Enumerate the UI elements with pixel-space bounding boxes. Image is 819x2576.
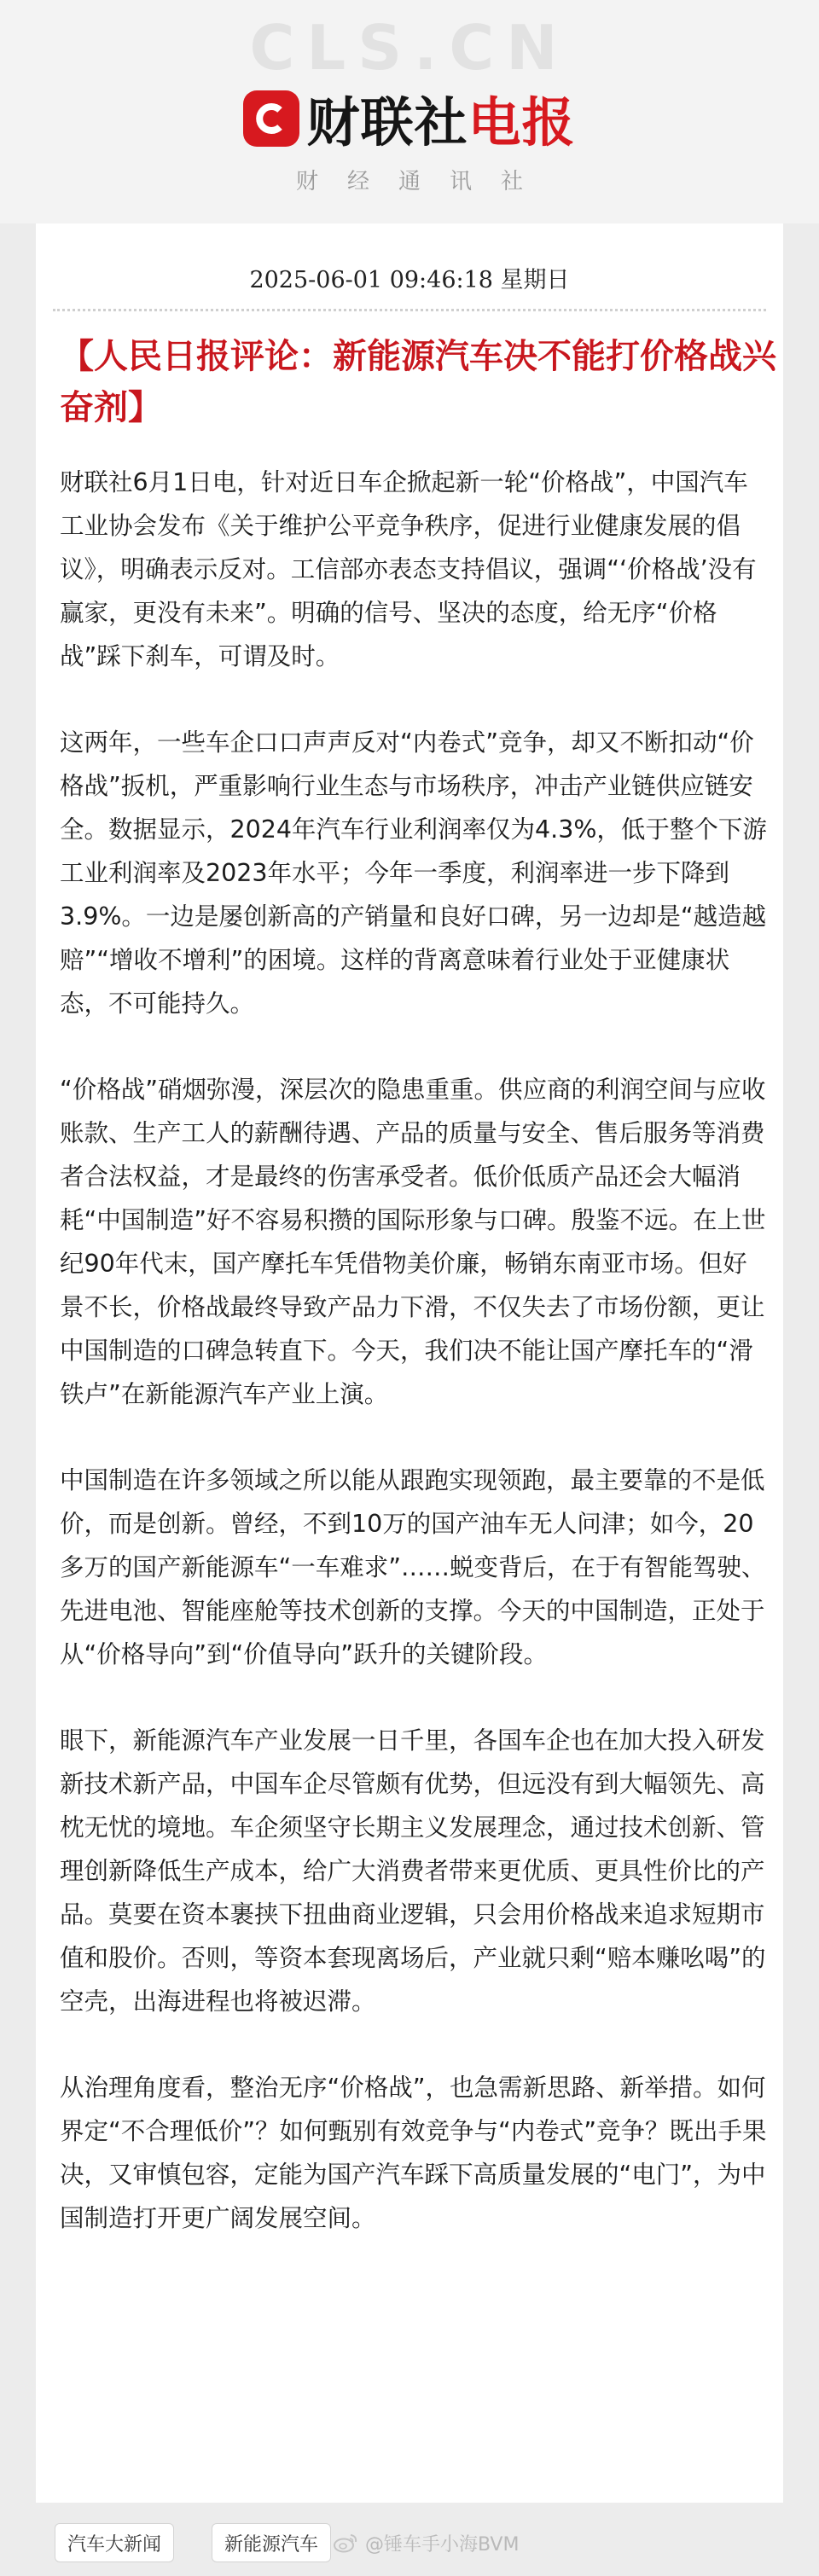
logo-name-main: 财联社 bbox=[306, 91, 468, 154]
logo bbox=[0, 80, 819, 156]
logo-name bbox=[306, 80, 575, 156]
c-logo-icon bbox=[243, 90, 299, 147]
author-credit bbox=[333, 2528, 519, 2557]
publish-date: 2025-06-01 09:46:18 星期日 bbox=[249, 267, 570, 293]
header bbox=[0, 0, 819, 223]
headline: 【人民日报评论：新能源汽车决不能打价格战兴奋剂】 bbox=[60, 336, 776, 427]
divider bbox=[53, 309, 766, 311]
credit-text: @锤车手小海BVM bbox=[365, 2533, 520, 2556]
paragraph-1: 财联社6月1日电，针对近日车企掀起新一轮“价格战”，中国汽车工业协会发布《关于维护公平竞争秩序，促进行业健康发展的倡议》，明确表示反对。工信部亦表态支持倡议，强调“‘价格战’没有赢家，更没有未来”。明确的信号、坚决的态度，给无序“价格战”踩下刹车，可谓及时。 bbox=[60, 468, 757, 670]
tagline: 财经通讯社 bbox=[295, 169, 552, 194]
paragraph-5: 眼下，新能源汽车产业发展一日千里，各国车企也在加大投入研发新技术新产品，中国车企尽管颇有优势，但远没有到大幅领先、高枕无忧的境地。车企须坚守长期主义发展理念，通过技术创新、管理创新降低生产成本，给广大消费者带来更优质、更具性价比的产品。莫要在资本裹挟下扭曲商业逻辑，只会用价格战来追求短期市值和股价。否则，等资本套现离场后，产业就只剩“赔本赚吆喝”的空壳，出海进程也将被迟滞。 bbox=[60, 1726, 766, 2016]
article-card bbox=[36, 223, 783, 2503]
tag-auto-news[interactable]: 汽车大新闻 bbox=[55, 2523, 174, 2562]
paragraph-2: 这两年，一些车企口口声声反对“内卷式”竞争，却又不断扣动“价格战”扳机，严重影响行业生态与市场秩序，冲击产业链供应链安全。数据显示，2024年汽车行业利润率仅为4.3%，低于整个下游工业利润率及2023年水平；今年一季度，利润率进一步下降到3.9%。一边是屡创新高的产销量和良好口碑，另一边却是“越造越赔”“增收不增利”的困境。这样的背离意味着行业处于亚健康状态，不可能持久。 bbox=[60, 728, 767, 1018]
footer bbox=[0, 2503, 819, 2576]
tag-new-energy[interactable]: 新能源汽车 bbox=[212, 2523, 331, 2562]
paragraph-6: 从治理角度看，整治无序“价格战”，也急需新思路、新举措。如何界定“不合理低价”？如何甄别有效竞争与“内卷式”竞争？既出手果决，又审慎包容，定能为国产汽车踩下高质量发展的“电门”，为中国制造打开更广阔发展空间。 bbox=[60, 2074, 767, 2232]
paragraph-3: “价格战”硝烟弥漫，深层次的隐患重重。供应商的利润空间与应收账款、生产工人的薪酬待遇、产品的质量与安全、售后服务等消费者合法权益，才是最终的伤害承受者。低价低质产品还会大幅消耗“中国制造”好不容易积攒的国际形象与口碑。殷鉴不远。在上世纪90年代末，国产摩托车凭借物美价廉，畅销东南亚市场。但好景不长，价格战最终导致产品力下滑，不仅失去了市场份额，更让中国制造的口碑急转直下。今天，我们决不能让国产摩托车的“滑铁卢”在新能源汽车产业上演。 bbox=[60, 1076, 766, 1408]
article-body bbox=[60, 461, 768, 2283]
weibo-icon bbox=[333, 2532, 358, 2553]
watermark: CLS.CN bbox=[249, 12, 570, 84]
logo-name-accent: 电报 bbox=[468, 91, 576, 154]
paragraph-4: 中国制造在许多领域之所以能从跟跑实现领跑，最主要靠的不是低价，而是创新。曾经，不到10万的国产油车无人问津；如今，20多万的国产新能源车“一车难求”……蜕变背后，在于有智能驾驶、先进电池、智能座舱等技术创新的支撑。今天的中国制造，正处于从“价格导向”到“价值导向”跃升的关键阶段。 bbox=[60, 1466, 766, 1668]
